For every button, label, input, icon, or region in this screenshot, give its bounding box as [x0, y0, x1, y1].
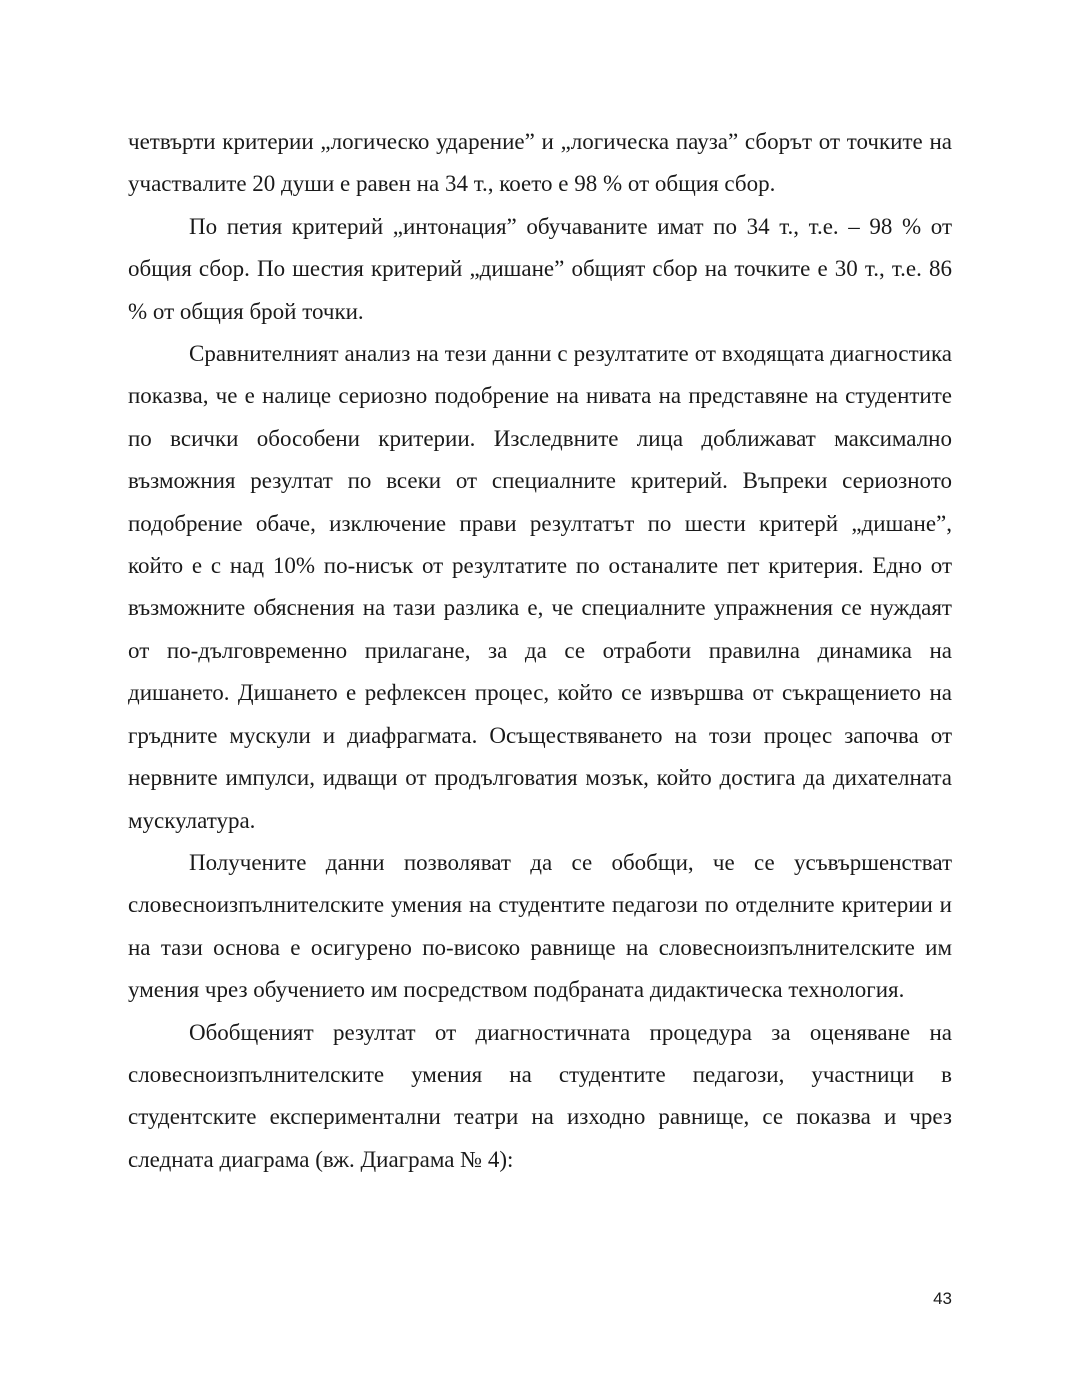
paragraph-2: По петия критерий „интонация” обучаваните имат по 34 т., т.е. – 98 % от общия сбор. По шестия критерий „дишане” общият сбор на точките е 30 т., т.е. 86 % от общия брой точки. — [128, 213, 952, 324]
paragraph-3: Сравнителният анализ на тези данни с резултатите от входящата диагностика показва, че е налице сериозно подобрение на нивата на представяне на студентите по всички обособени критерии. Изследвните лица доближават максимално възможния резултат по всеки от специалните критерий. Въпреки сериозното подобрение обаче, изключение прави резултатът по шести критерй „дишане”, който е с над 10% по-нисък от резултатите по останалите пет критерия. Едно от възможните обяснения на тази разлика е, че специалните упражнения се нуждаят от по-дълговременно прилагане, за да се отработи правилна динамика на дишането. Дишането е рефлексен процес, който се извършва от съкращението на гръдните мускули и диафрагмата. Осъществяването на този процес започва от нервните импулси, идващи от продълговатия мозък, който достига да дихателната мускулатура. — [128, 341, 952, 833]
paragraph-4: Получените данни позволяват да се обобщи, че се усъвършенстват словесноизпълнителските умения на студентите педагози по отделните критерии и на тази основа е осигурено по-високо равнище на словесноизпълнителските им умения чрез обучението им посредством подбраната дидактическа технология. — [128, 849, 952, 1003]
body-text — [128, 121, 952, 1181]
paragraph-1: четвърти критерии „логическо ударение” и „логическа пауза” сборът от точките на участвалите 20 души е равен на 34 т., което е 98 % от общия сбор. — [128, 129, 952, 197]
paragraph-5: Обобщеният резултат от диагностичната процедура за оценяване на словесноизпълнителските умения на студентите педагози, участници в студентските експериментални театри на изходно равнище, се показва и чрез следната диаграма (вж. Диаграма № 4): — [128, 1019, 952, 1172]
page-number: 43 — [933, 1289, 952, 1308]
